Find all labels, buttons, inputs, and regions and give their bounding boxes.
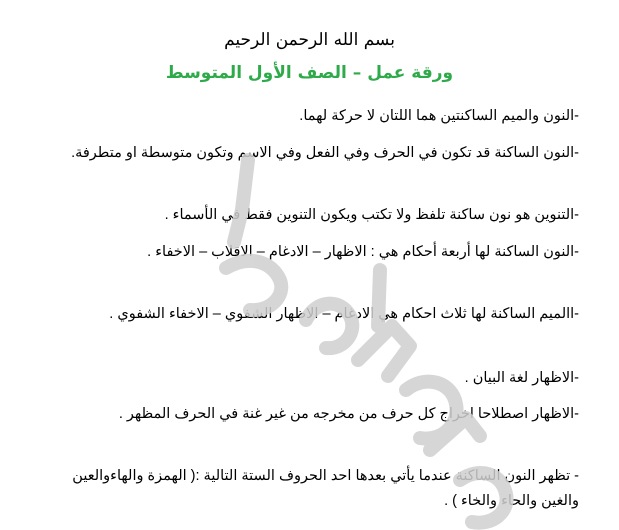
paragraph-6: -الاظهار لغة البيان . xyxy=(464,370,579,386)
paragraph-3: -التنوين هو نون ساكنة تلفظ ولا تكتب ويكون التنوين فقط في الأسماء . xyxy=(164,207,579,223)
basmala-heading: بسم الله الرحمن الرحيم xyxy=(224,30,395,50)
paragraph-1: -النون والميم الساكنتين هما اللتان لا حركة لهما. xyxy=(299,108,579,124)
paragraph-4: -النون الساكنة لها أربعة أحكام هي : الاظهار – الادغام – الاقلاب – الاخفاء . xyxy=(147,244,579,260)
paragraph-8: - تظهر النون الساكنة عندما يأتي بعدها احد الحروف الستة التالية :( الهمزة والهاءوالعين والغين والحاء والخاء ) . xyxy=(72,468,579,509)
paragraph-2: -النون الساكنة قد تكون في الحرف وفي الفعل وفي الاسم وتكون متوسطة او متطرفة. xyxy=(71,145,579,161)
paragraph-5: -االميم الساكنة لها ثلاث احكام هي الادغام – الاظهار الشفوي – الاخفاء الشفوي . xyxy=(109,306,579,322)
paragraph-7: -الاظهار اصطلاحا اخراج كل حرف من مخرجه من غير غنة في الحرف المظهر . xyxy=(118,406,579,422)
worksheet-title: ورقة عمل – الصف الأول المتوسط xyxy=(165,63,454,83)
